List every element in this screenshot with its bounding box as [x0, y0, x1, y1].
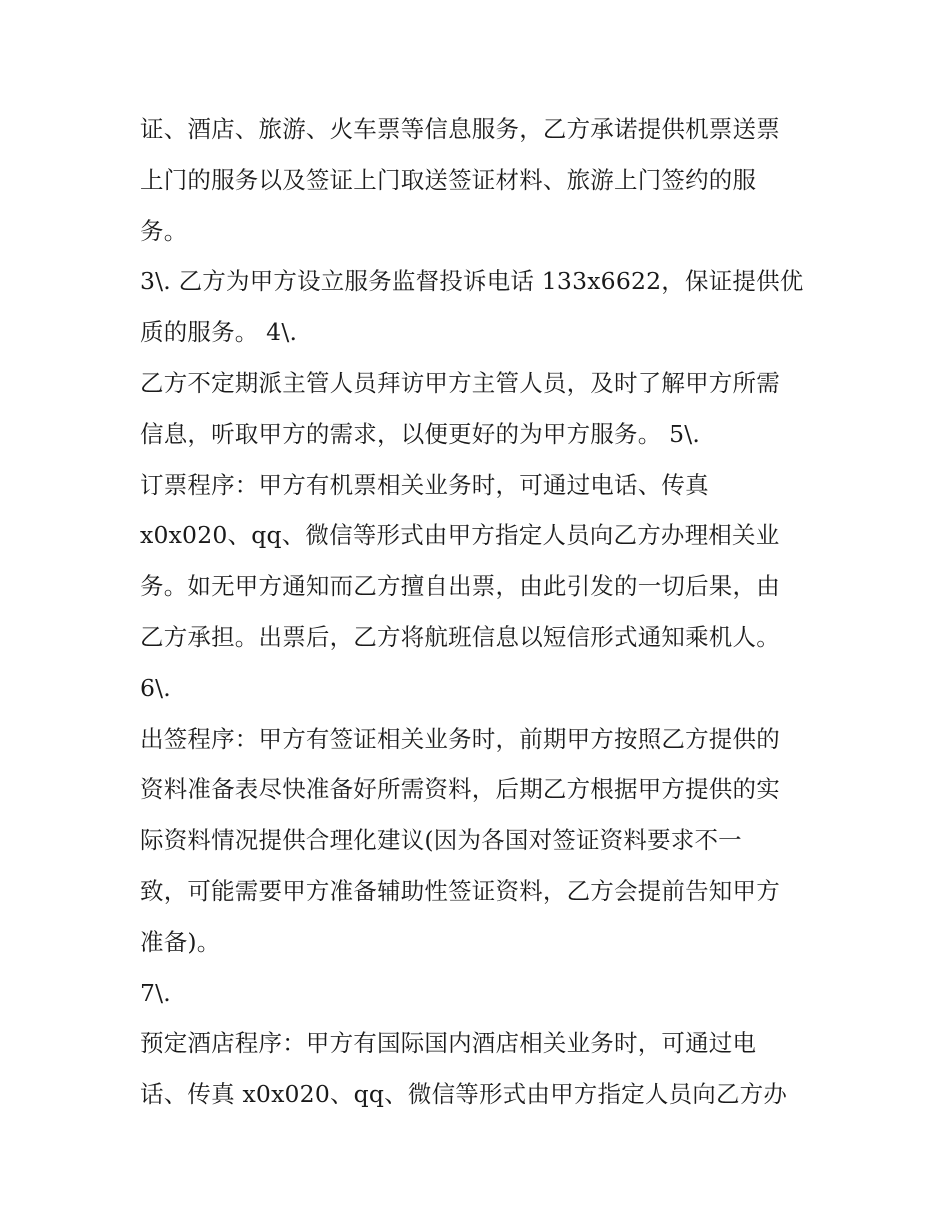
text-line-8: 订票程序：甲方有机票相关业务时，可通过电话、传真	[140, 470, 709, 499]
text-line-11: 乙方承担。出票后，乙方将航班信息以短信形式通知乘机人。	[140, 622, 780, 651]
text-line-17: 准备)。	[140, 927, 221, 956]
text-line-12: 6\.	[140, 673, 171, 702]
text-line-10: 务。如无甲方通知而乙方擅自出票，由此引发的一切后果，由	[140, 572, 780, 601]
text-line-20: 话、传真 x0x020、qq、微信等形式由甲方指定人员向乙方办	[140, 1080, 788, 1109]
text-line-13: 出签程序：甲方有签证相关业务时，前期甲方按照乙方提供的	[140, 724, 780, 753]
text-line-7: 信息，听取甲方的需求，以便更好的为甲方服务。 5\.	[140, 419, 701, 448]
text-line-3: 务。	[140, 216, 188, 245]
text-line-1: 证、酒店、旅游、火车票等信息服务，乙方承诺提供机票送票	[140, 115, 780, 143]
text-line-2: 上门的服务以及签证上门取送签证材料、旅游上门签约的服	[140, 165, 757, 194]
text-line-9: x0x020、qq、微信等形式由甲方指定人员向乙方办理相关业	[140, 521, 780, 550]
text-line-16: 致，可能需要甲方准备辅助性签证资料，乙方会提前告知甲方	[140, 876, 780, 905]
text-line-15: 际资料情况提供合理化建议(因为各国对签证资料要求不一	[140, 826, 742, 855]
text-line-14: 资料准备表尽快准备好所需资料，后期乙方根据甲方提供的实	[140, 775, 780, 804]
text-line-6: 乙方不定期派主管人员拜访甲方主管人员，及时了解甲方所需	[140, 368, 780, 397]
text-line-18: 7\.	[140, 978, 171, 1007]
text-line-5: 质的服务。 4\.	[140, 318, 298, 347]
text-line-4: 3\. 乙方为甲方设立服务监督投诉电话 133x6622，保证提供优	[140, 267, 804, 296]
document-body	[140, 104, 830, 1120]
text-line-19: 预定酒店程序：甲方有国际国内酒店相关业务时，可通过电	[140, 1029, 757, 1058]
